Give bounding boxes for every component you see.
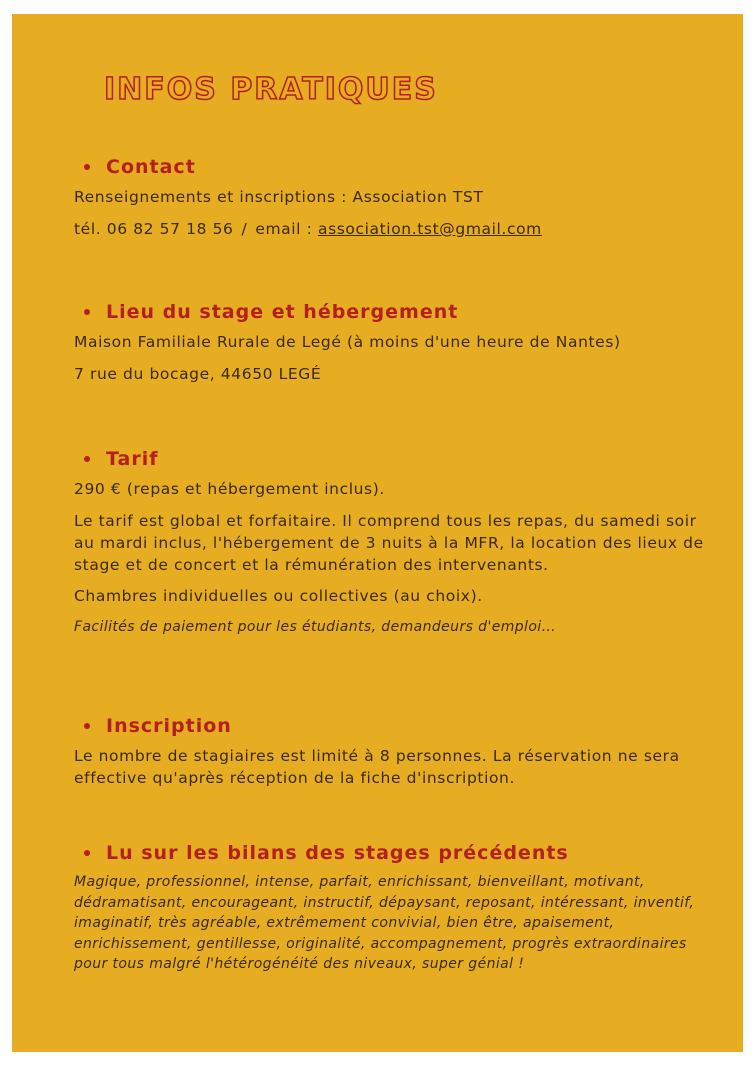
email-label: email : [255,220,313,238]
bullet-icon [84,723,90,729]
contact-line: Renseignements et inscriptions : Association TST [74,188,484,206]
tarif-heading [84,448,704,470]
section-bilans [74,842,704,975]
inscription-heading [84,715,704,737]
lieu-heading [84,301,704,323]
bullet-icon [84,850,90,856]
section-lieu [74,301,704,395]
info-page [12,14,743,1052]
tarif-heading-text: Tarif [106,448,159,470]
lieu-line-1: Maison Familiale Rurale de Legé (à moins d'une heure de Nantes) [74,333,621,351]
tarif-description: Le tarif est global et forfaitaire. Il comprend tous les repas, du samedi soir au mardi inclus, l'hébergement de 3 nuits à la MFR, la location des lieux de stage et de concert et la rémunération des intervenants. [74,512,704,574]
section-tarif [74,448,704,638]
contact-heading-text: Contact [106,156,196,178]
tarif-rooms: Chambres individuelles ou collectives (au choix). [74,587,483,605]
bullet-icon [84,456,90,462]
inscription-text: Le nombre de stagiaires est limité à 8 personnes. La réservation ne sera effective qu'après réception de la fiche d'inscription. [74,747,680,787]
bullet-icon [84,164,90,170]
bilans-heading [84,842,704,864]
tarif-price: 290 € (repas et hébergement inclus). [74,480,385,498]
phone-number: tél. 06 82 57 18 56 [74,220,234,238]
page-title: INFOS PRATIQUES [104,72,438,107]
contact-phone-email [74,218,704,241]
lieu-heading-text: Lieu du stage et hébergement [106,301,459,323]
email-link[interactable]: association.tst@gmail.com [317,220,542,238]
lieu-line-2: 7 rue du bocage, 44650 LEGÉ [74,365,322,383]
bilans-text: Magique, professionnel, intense, parfait, enrichissant, bienveillant, motivant, dédramatisant, encourageant, instructif, dépaysant, reposant, intéressant, inventif, imaginatif, très agréable, extrêmement convivial, bien être, apaisement, enrichissement, gentillesse, originalité, accompagnement, progrès extraordinaires pour tous malgré l'hétérogénéité des niveaux, super génial ! [74,874,695,972]
bullet-icon [84,309,90,315]
inscription-heading-text: Inscription [106,715,232,737]
section-contact [74,156,704,250]
section-inscription [74,715,704,798]
separator: / [241,220,248,238]
contact-heading [84,156,704,178]
tarif-note: Facilités de paiement pour les étudiants, demandeurs d'emploi… [74,619,556,635]
bilans-heading-text: Lu sur les bilans des stages précédents [106,842,569,864]
